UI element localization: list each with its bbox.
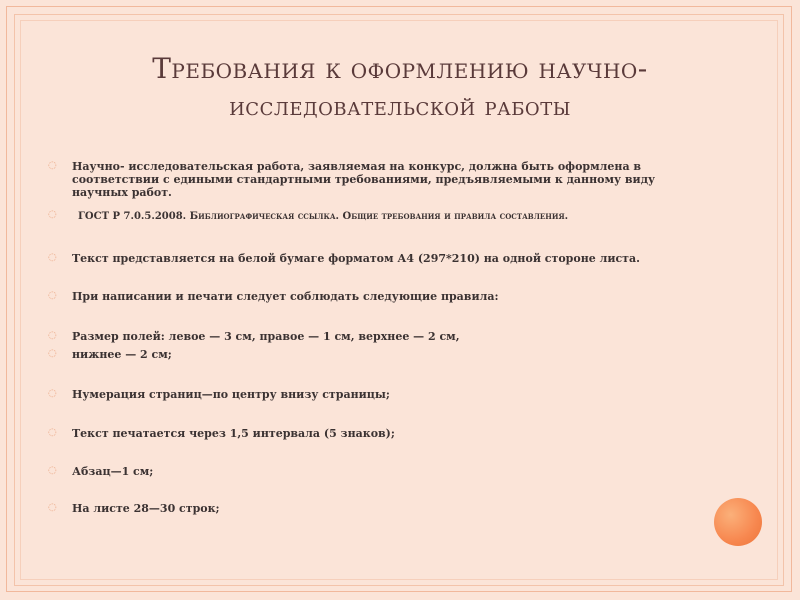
bullet-icon: ◌ [48, 290, 57, 301]
bullet-icon: ◌ [48, 388, 57, 399]
bullet-text: Размер полей: левое — 3 см, правое — 1 см, верхнее — 2 см, [72, 330, 460, 343]
slide-title [80, 50, 720, 126]
bullet-icon: ◌ [48, 427, 57, 438]
bullet-item [48, 160, 678, 199]
bullet-text: Текст представляется на белой бумаге форматом А4 (297*210) на одной стороне листа. [72, 252, 640, 265]
decorative-circle-icon [714, 498, 762, 546]
bullet-item [48, 252, 678, 265]
bullet-text: нижнее — 2 см; [72, 348, 172, 361]
bullet-item [48, 502, 678, 515]
bullet-text: При написании и печати следует соблюдать следующие правила: [72, 290, 499, 303]
bullet-icon: ◌ [48, 465, 57, 476]
bullet-icon: ◌ [48, 252, 57, 263]
bullet-text: Абзац—1 см; [72, 465, 154, 478]
bullet-item [48, 388, 678, 401]
bullet-icon: ◌ [48, 502, 57, 513]
bullet-text: Текст печатается через 1,5 интервала (5 знаков); [72, 427, 395, 440]
bullet-item [48, 209, 678, 223]
bullet-icon: ◌ [48, 209, 57, 220]
bullet-item [48, 348, 678, 361]
slide-title-line-1: Требования к оформлению научно- [152, 52, 648, 85]
bullet-item [48, 290, 678, 303]
bullet-item [48, 465, 678, 478]
bullet-text: На листе 28—30 строк; [72, 502, 220, 515]
bullet-text: Нумерация страниц—по центру внизу страницы; [72, 388, 390, 401]
bullet-icon: ◌ [48, 160, 57, 171]
bullet-item [48, 427, 678, 440]
bullet-text: Научно- исследовательская работа, заявляемая на конкурс, должна быть оформлена в соответствии с едиными стандартными требованиями, предъявляемыми к данному виду научных работ. [72, 160, 656, 199]
bullet-text: ГОСТ Р 7.0.5.2008. Библиографическая ссылка. Общие требования и правила составления. [78, 211, 569, 222]
bullet-item [48, 330, 678, 343]
slide-title-line-2: исследовательской работы [229, 92, 571, 122]
bullet-icon: ◌ [48, 348, 57, 359]
bullet-icon: ◌ [48, 330, 57, 341]
